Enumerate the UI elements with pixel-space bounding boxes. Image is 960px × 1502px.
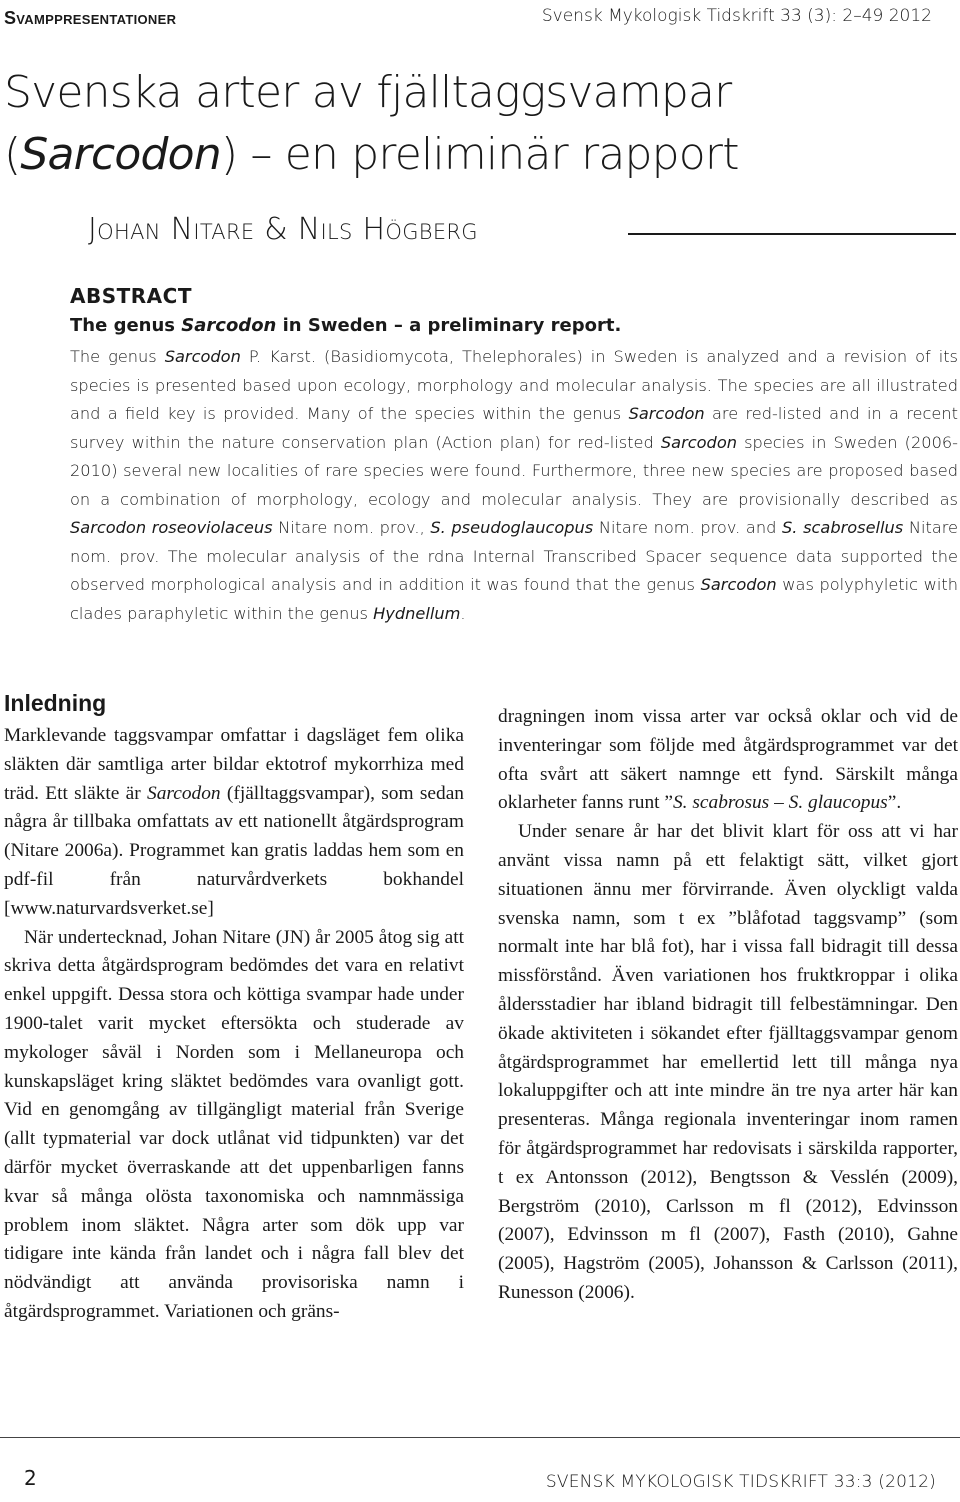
intro-paragraph-3: dragningen inom vissa arter var också oklar och vid de inventeringar som följde med åtgärdsprogrammet var det ofta svårt att säkert namnge ett fynd. Särskilt många oklarheter fanns runt ”S. scabrosus – S. glaucopus”. xyxy=(498,706,958,814)
body-column-left xyxy=(4,722,464,1327)
abstract-body: The genus Sarcodon P. Karst. (Basidiomycota, Thelephorales) in Sweden is analyzed and a revision of its species is presented based upon ecology, morphology and molecular analysis. The species are all illustrated and a field key is provided. Many of the species within the genus Sarcodon are red-listed and in a recent survey within the nature conservation plan (Action plan) for red-listed Sarcodon species in Sweden (2006-2010) several new localities of rare species were found. Furthermore, three new species are proposed based on a combination of morphology, ecology and molecular analysis. They are provisionally described as Sarcodon roseoviolaceus Nitare nom. prov., S. pseudoglaucopus Nitare nom. prov. and S. scabrosellus Nitare nom. prov. The molecular analysis of the rdna Internal Transcribed Spacer sequence data supported the observed morphological analysis and in addition it was found that the genus Sarcodon was polyphyletic with clades paraphyletic within the genus Hydnellum. xyxy=(70,347,959,623)
title-line-1: Svenska arter av fjälltaggsvampar xyxy=(4,67,732,118)
intro-paragraph-4: Under senare år har det blivit klart för oss att vi har använt vissa namn på ett felaktigt sätt, vilket gjort situationen ännu mer förvirrande. Även olyckligt valda svenska namn, som t ex ”blåfotad taggsvamp” (som normalt inte har blå fot), har i vissa fall bidragit till dessa missförstånd. Även variationen hos fruktkroppar i olika åldersstadier har ibland bidragit till felbestämningar. Den ökade aktiviteten i sökandet efter fjälltaggsvampar genom åtgärdsprogrammet har emellertid lett till många nya lokaluppgifter och att inte mindre än tre nya arter här kan presenteras. Många regionala inventeringar inom ramen för åtgärdsprogrammet har redovisats i särskilda rapporter, t ex Antonsson (2012), Bengtsson & Vesslén (2009), Bergström (2010), Carlsson m fl (2012), Edvinsson (2007), Edvinsson m fl (2007), Fasth (2010), Gahne (2005), Hagström (2005), Johansson & Carlsson (2011), Runesson (2006). xyxy=(498,821,958,1303)
intro-paragraph-1: Marklevande taggsvampar omfattar i dagsläget fem olika släkten där samtliga arter bildar ektotrof mykorrhiza med träd. Ett släkte är Sarcodon (fjälltaggsvampar), som sedan några år tillbaka omfattats av ett nationellt åtgärdsprogram (Nitare 2006a). Programmet kan gratis laddas hem som en pdf-fil från naturvårdverkets bokhandel [www.naturvardsverket.se] xyxy=(4,725,464,919)
footer-journal: SVENSK MYKOLOGISK TIDSKRIFT 33:3 (2012) xyxy=(545,1472,936,1492)
section-label: Svamppresentationer xyxy=(4,8,177,28)
author-rule xyxy=(628,233,956,235)
journal-citation: Svensk Mykologisk Tidskrift 33 (3): 2–49 2012 xyxy=(541,6,932,26)
page-number: 2 xyxy=(24,1466,37,1490)
intro-paragraph-2: När undertecknad, Johan Nitare (JN) år 2005 åtog sig att skriva detta åtgärdsprogram bedömdes det vara en relativt enkel uppgift. Dessa stora och köttiga svampar hade under 1900-talet varit mycket eftersökta och studerade av mykologer såväl i Norden som i Mellaneuropa och kunskapsläget kring släktet bedömdes vara ovanligt gott. Vid en genomgång av tillgängligt material från Sverige (allt typmaterial var dock utlånat vid tidpunkten) var det därför mycket överraskande att det uppenbarligen fanns kvar så många olösta taxonomiska och namnmässiga problem inom släktet. Några arter som dök upp var tidigare inte kända från landet och i några fall blev det nödvändigt att använda provisoriska namn i åtgärdsprogrammet. Variationen och gräns- xyxy=(4,926,464,1322)
abstract-subtitle: The genus Sarcodon in Sweden – a preliminary report. xyxy=(70,315,622,336)
footer-rule xyxy=(0,1437,960,1438)
authors: Johan Nitare & Nils Högberg xyxy=(88,212,478,247)
title-line-2: (Sarcodon) – en preliminär rapport xyxy=(4,129,739,180)
article-title xyxy=(4,62,954,186)
intro-heading: Inledning xyxy=(4,690,107,716)
body-column-right xyxy=(498,703,958,1308)
abstract-heading: ABSTRACT xyxy=(70,284,192,308)
